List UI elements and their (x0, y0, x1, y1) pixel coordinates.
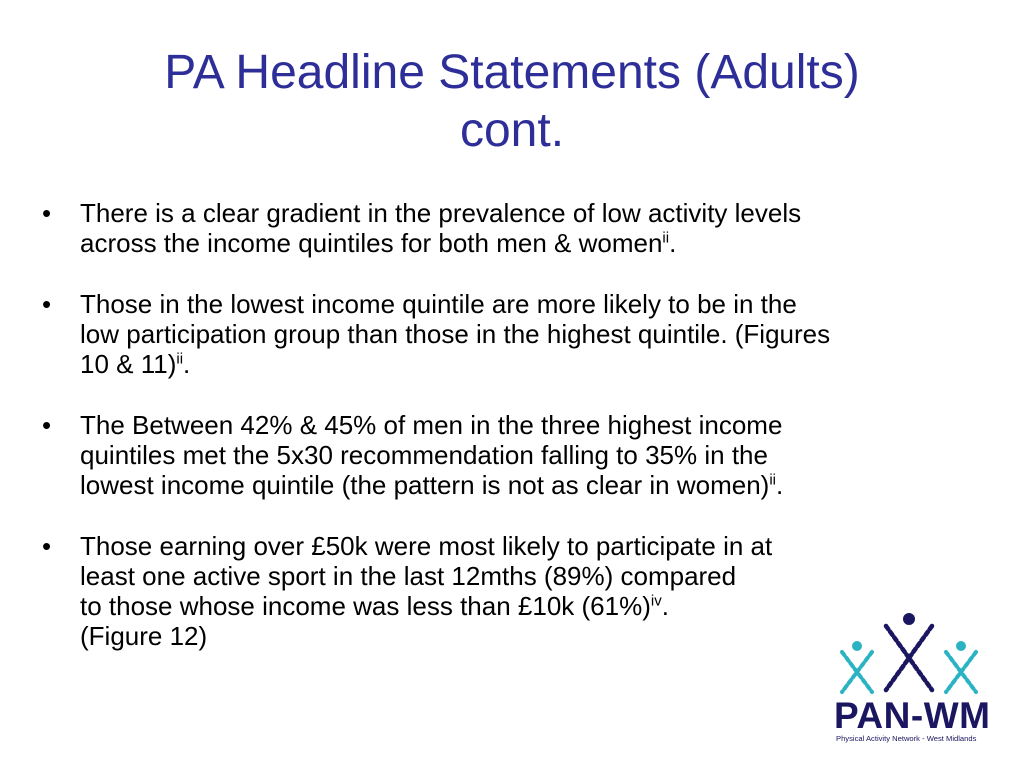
slide-title (40, 44, 984, 160)
bullet-text-line: 10 & 11) (80, 349, 177, 379)
bullet-marker: • (42, 410, 52, 440)
reference-marker: ii (662, 229, 670, 247)
bullet-text-line: to those whose income was less than £10k (61%) (80, 591, 651, 621)
bullet-text-line: quintiles met the 5x30 recommendation falling to 35% in the (80, 440, 768, 470)
logo-wordmark: PAN-WM (834, 695, 991, 736)
bullet-text-tail: . (776, 470, 784, 500)
bullet-text-line: (Figure 12) (80, 621, 208, 651)
figure-head-left (852, 641, 862, 651)
bullet-text-line: lowest income quintile (the pattern is not as clear in women) (80, 470, 770, 500)
bullet-item-men-5x30 (40, 410, 1000, 500)
bullet-text-tail: . (183, 349, 191, 379)
bullet-text-line: low participation group than those in the highest quintile. (Figures (80, 319, 831, 349)
figure-head-right (956, 641, 966, 651)
bullet-item-lowest-quintile (40, 289, 1000, 379)
bullet-item-income-gradient (40, 198, 1000, 258)
reference-marker: iv (650, 592, 662, 610)
bullet-text-line: The Between 42% & 45% of men in the three highest income (80, 410, 783, 440)
reference-marker: ii (769, 471, 777, 489)
bullet-text-line: across the income quintiles for both men & women (80, 228, 663, 258)
bullet-list (40, 198, 1000, 682)
bullet-text-line: least one active sport in the last 12mths (89%) compared (80, 561, 737, 591)
bullet-marker: • (42, 531, 52, 561)
bullet-text-line: There is a clear gradient in the prevalence of low activity levels (80, 198, 802, 228)
bullet-marker: • (42, 289, 52, 319)
bullet-text-line: Those earning over £50k were most likely to participate in at (80, 531, 773, 561)
bullet-marker: • (42, 198, 52, 228)
bullet-text-line: Those in the lowest income quintile are more likely to be in the (80, 289, 797, 319)
figure-head-center (903, 613, 915, 625)
bullet-text-tail: . (669, 228, 677, 258)
slide-title-line-2: cont. (459, 104, 565, 157)
slide-title-line-1: PA Headline Statements (Adults) (164, 46, 860, 99)
logo-subtitle: Physical Activity Network - West Midlands (836, 734, 977, 743)
reference-marker: ii (176, 350, 184, 368)
pan-wm-figures-icon (828, 612, 992, 696)
pan-wm-logo (828, 612, 992, 742)
bullet-text-tail: . (661, 591, 669, 621)
